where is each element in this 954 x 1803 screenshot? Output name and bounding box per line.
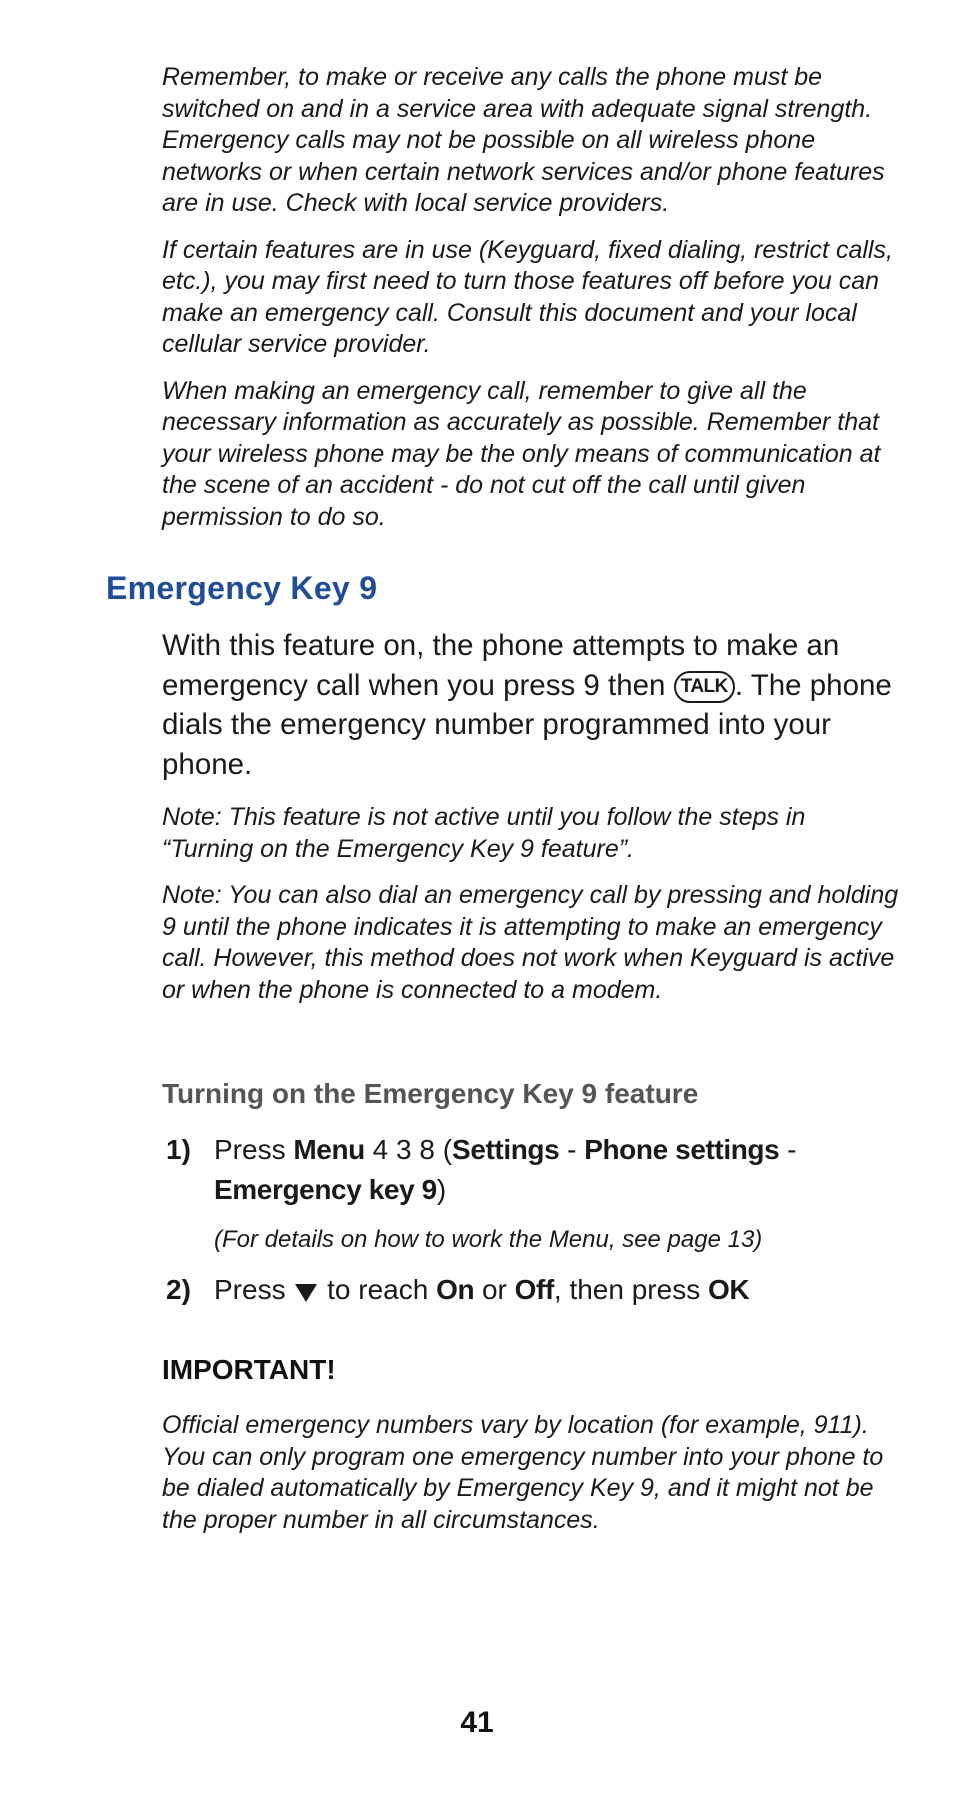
step-1-digits: 4 3 8 ( xyxy=(364,1134,453,1165)
step-1-phone-settings: Phone settings xyxy=(584,1134,780,1165)
step-2-press: Press xyxy=(214,1274,294,1305)
step-1-settings: Settings xyxy=(452,1134,560,1165)
procedure-title: Turning on the Emergency Key 9 feature xyxy=(162,1078,699,1109)
step-1-sep-2: - xyxy=(779,1134,797,1165)
intro-paragraph-3: When making an emergency call, remember to give all the necessary information as accurately as possible. Remember that your wireless phone may be the only means of communication at the scene of an accident - do not cut off the call until given permission to do so. xyxy=(162,376,881,531)
page-number: 41 xyxy=(460,1706,494,1739)
step-2-then: , then press xyxy=(553,1274,708,1305)
step-1-number: 1) xyxy=(166,1134,191,1165)
step-1-close: ) xyxy=(436,1174,447,1205)
step-1 xyxy=(162,1130,902,1210)
step-2-reach: to reach xyxy=(319,1274,437,1305)
lead-paragraph xyxy=(162,626,902,784)
step-2-number: 2) xyxy=(166,1274,191,1305)
important-title: IMPORTANT! xyxy=(162,1354,336,1385)
step-2-or: or xyxy=(474,1274,515,1305)
step-2-ok: OK xyxy=(707,1274,750,1305)
lead-text-after: . The phone dials the emergency number programmed into your phone. xyxy=(162,668,892,781)
intro-paragraph-1: Remember, to make or receive any calls the phone must be switched on and in a service area with adequate signal strength. Emergency calls may not be possible on all wireless phone networks or when certain network services and/or phone features are in use. Check with local service providers. xyxy=(162,63,885,217)
important-text: Official emergency numbers vary by location (for example, 911). You can only program one emergency number into your phone to be dialed automatically by Emergency Key 9, and it might not be the proper number in all circumstances. xyxy=(162,1411,884,1534)
intro-paragraph-2: If certain features are in use (Keyguard, fixed dialing, restrict calls, etc.), you may first need to turn those features off before you can make an emergency call. Consult this document and your local cellular service provider. xyxy=(162,235,893,358)
step-1-sep-1: - xyxy=(559,1134,585,1165)
step-2-on: On xyxy=(436,1274,475,1305)
note-2: Note: You can also dial an emergency call by pressing and holding 9 until the phone indicates it is attempting to make an emergency call. However, this method does not work when Keyguard is active or when the phone is connected to a modem. xyxy=(162,881,899,1004)
intro-section xyxy=(162,62,898,548)
step-1-note: (For details on how to work the Menu, see page 13) xyxy=(214,1226,763,1253)
section-title: Emergency Key 9 xyxy=(106,570,378,606)
step-1-press: Press xyxy=(214,1134,294,1165)
down-arrow-icon xyxy=(295,1284,317,1302)
procedure-steps xyxy=(162,1130,902,1324)
step-2 xyxy=(162,1270,902,1310)
talk-key-icon: TALK xyxy=(674,671,735,703)
note-1: Note: This feature is not active until you follow the steps in “Turning on the Emergency Key 9 feature”. xyxy=(162,803,806,863)
step-1-emergency-key: Emergency key 9 xyxy=(214,1174,437,1205)
step-1-menu-key: Menu xyxy=(293,1134,365,1165)
section-body xyxy=(162,626,902,1021)
lead-text-before: With this feature on, the phone attempts to make an emergency call when you press 9 then xyxy=(162,629,840,702)
step-2-off: Off xyxy=(514,1274,554,1305)
